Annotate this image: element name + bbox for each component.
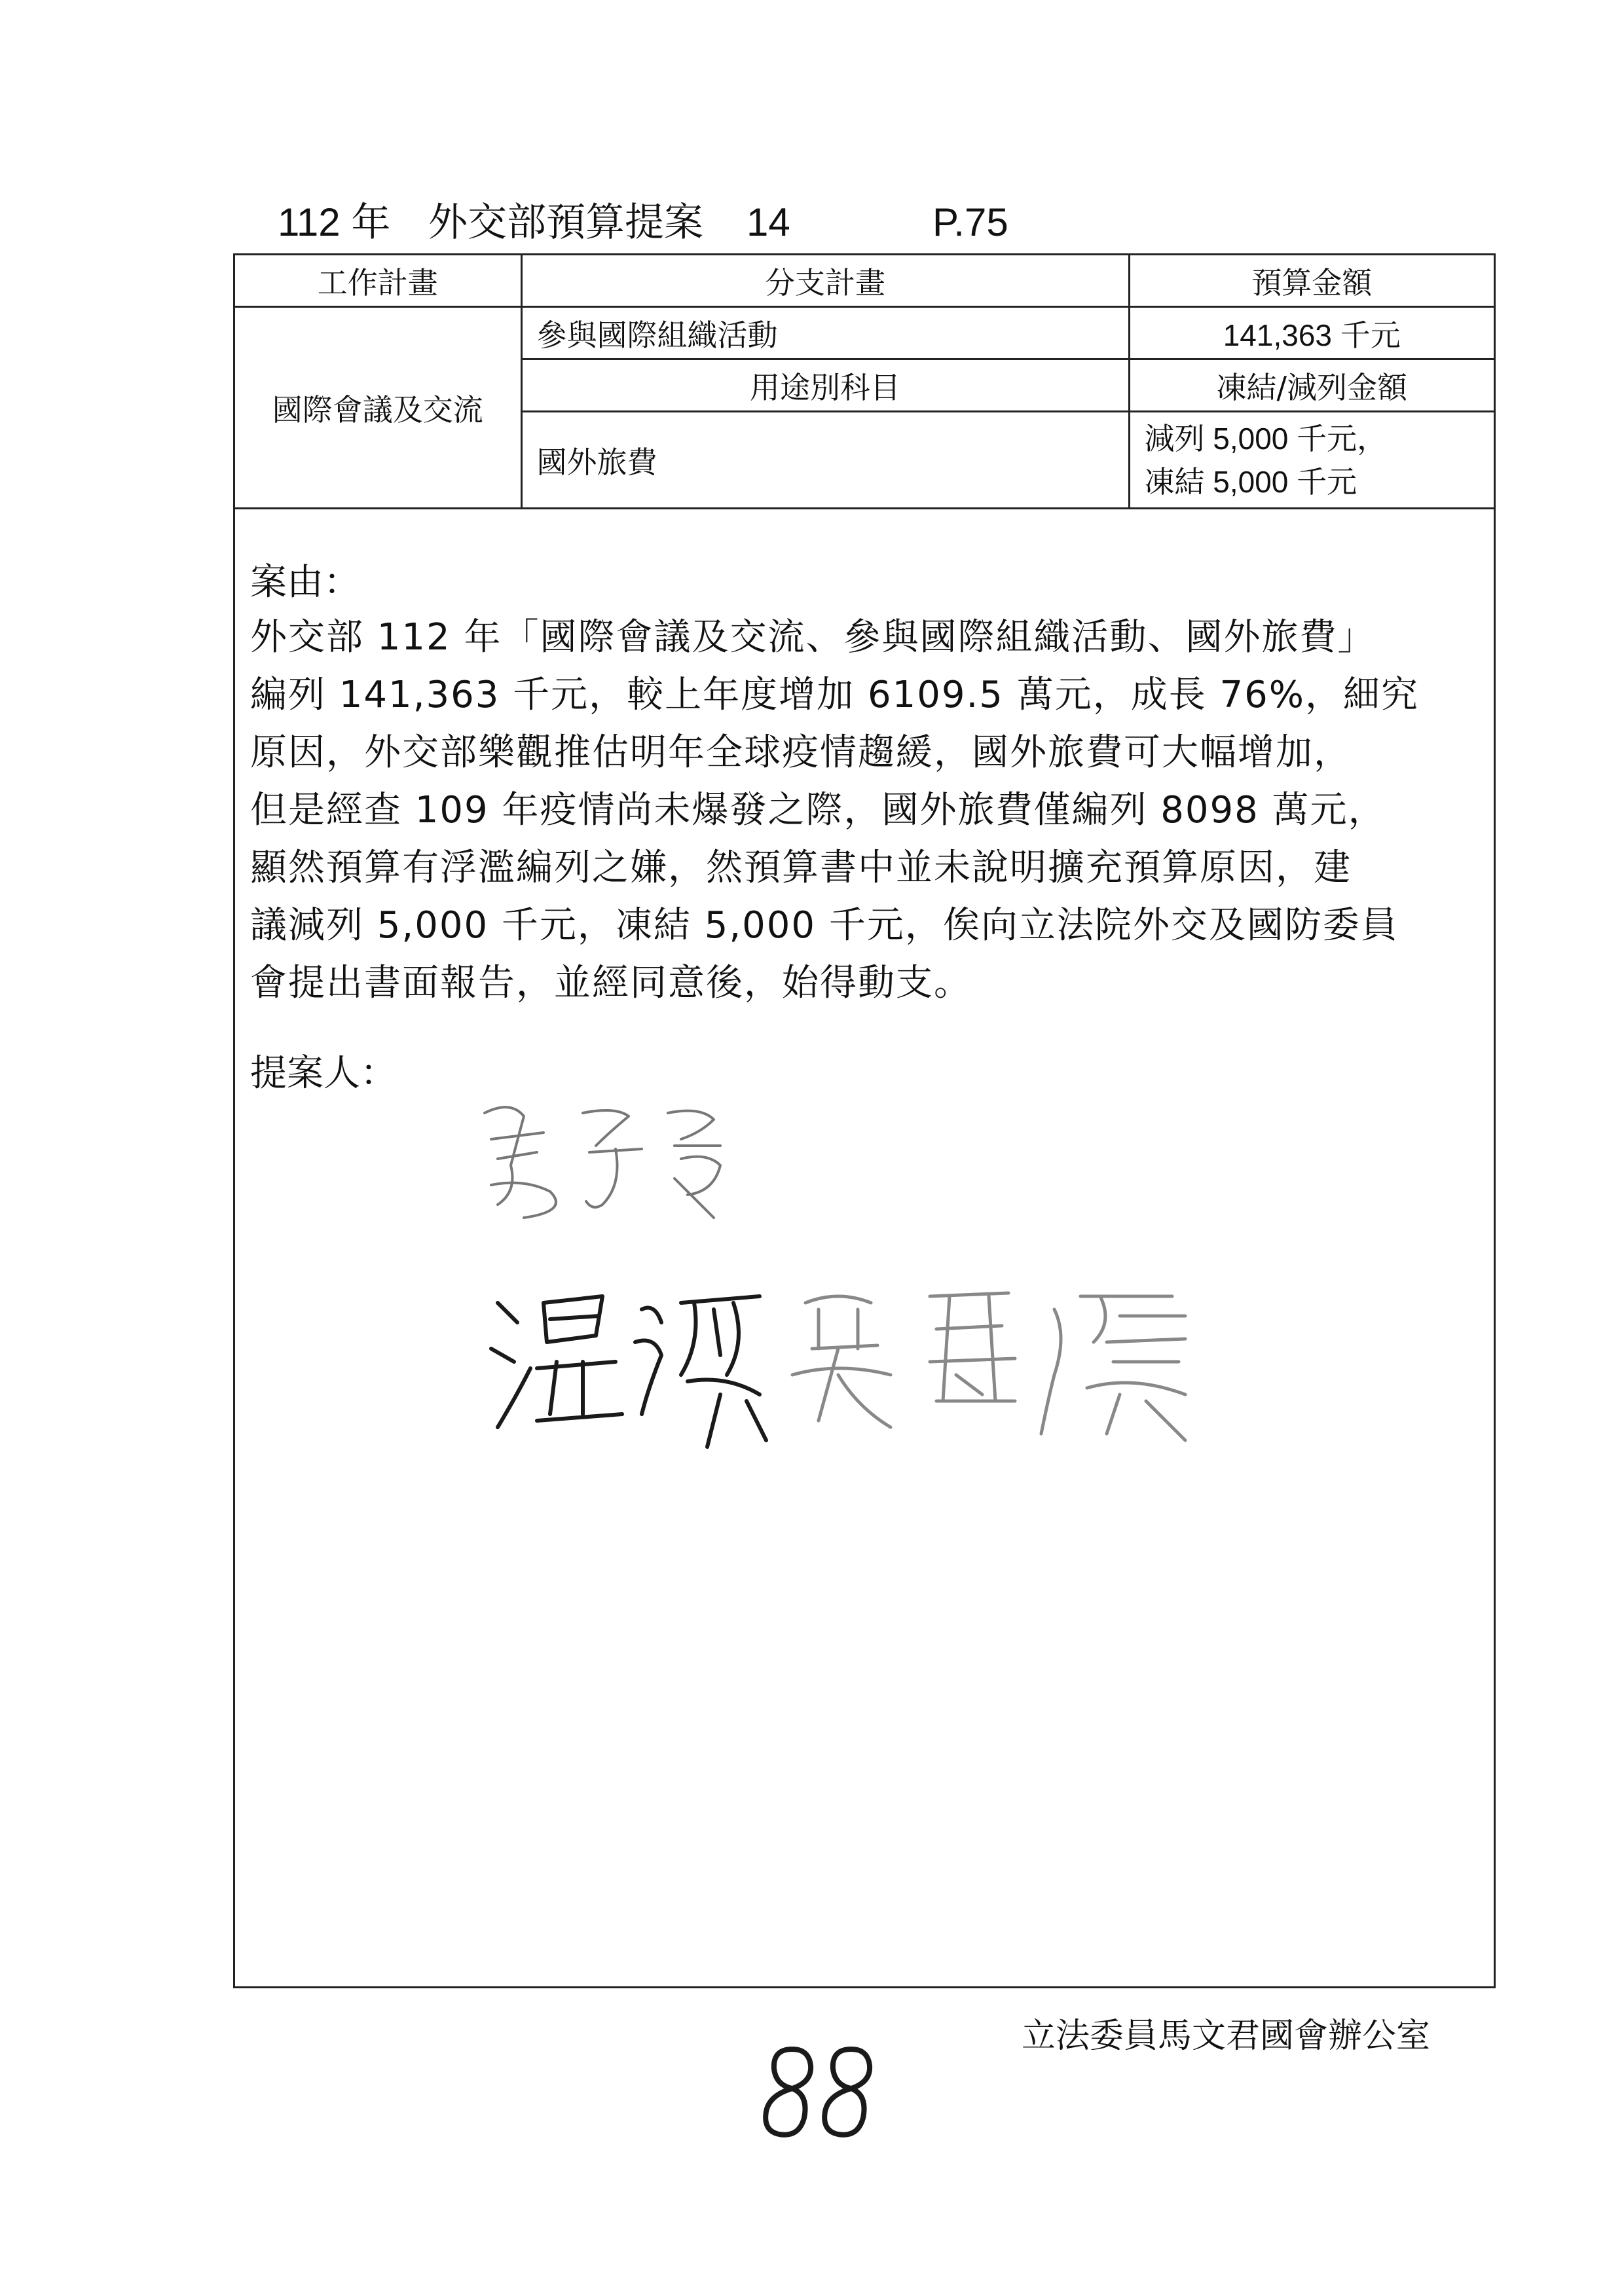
budget-table xyxy=(235,255,1494,509)
handwritten-page-number xyxy=(747,2036,877,2147)
reason-line: 原因，外交部樂觀推估明年全球疫情趨緩，國外旅費可大幅增加， xyxy=(250,731,1352,774)
col-header-branch-plan: 分支計畫 xyxy=(521,255,1129,307)
reason-line: 議減列 5,000 千元，凍結 5,000 千元，俟向立法院外交及國防委員 xyxy=(250,904,1399,947)
proposal-frame xyxy=(233,253,1496,1988)
freeze-amount: 凍結 5,000 千元 xyxy=(1144,464,1357,499)
col-header-work-plan: 工作計畫 xyxy=(235,255,521,307)
reason-body xyxy=(250,609,1481,1012)
col-header-purpose-item: 用途別科目 xyxy=(521,359,1129,412)
signature-2 xyxy=(485,1264,786,1460)
signature-3 xyxy=(779,1270,1211,1453)
footer-office: 立法委員馬文君國會辦公室 xyxy=(1022,2016,1431,2056)
page-number xyxy=(747,2036,877,2150)
col-header-freeze-cut: 凍結/減列金額 xyxy=(1129,359,1494,412)
signature-1 xyxy=(471,1087,747,1244)
cell-budget-amount: 141,363 千元 xyxy=(1129,307,1494,359)
cell-purpose-item: 國外旅費 xyxy=(521,412,1129,509)
cut-amount: 減列 5,000 千元， xyxy=(1144,421,1388,456)
reason-line: 編列 141,363 千元，較上年度增加 6109.5 萬元，成長 76%，細究 xyxy=(250,674,1419,716)
reason-line: 顯然預算有浮濫編列之嫌，然預算書中並未說明擴充預算原因，建 xyxy=(250,847,1352,889)
reason-line: 但是經查 109 年疫情尚未爆發之際，國外旅費僅編列 8098 萬元， xyxy=(250,789,1386,831)
reason-line: 外交部 112 年「國際會議及交流、參與國際組織活動、國外旅費」 xyxy=(250,616,1376,659)
reason-label: 案由： xyxy=(250,561,360,604)
header-page-ref: P.75 xyxy=(932,200,1008,244)
table-row xyxy=(235,307,1494,359)
cell-branch-plan: 參與國際組織活動 xyxy=(521,307,1129,359)
header-year: 112 年 xyxy=(278,200,391,244)
proposer-label: 提案人： xyxy=(250,1052,397,1095)
header-proposal-number: 14 xyxy=(747,200,790,244)
table-header-row xyxy=(235,255,1494,307)
cell-freeze-cut-amount xyxy=(1129,412,1494,509)
col-header-budget-amount: 預算金額 xyxy=(1129,255,1494,307)
cell-work-plan: 國際會議及交流 xyxy=(235,307,521,509)
reason-line: 會提出書面報告，並經同意後，始得動支。 xyxy=(250,962,972,1004)
header-agency-title: 外交部預算提案 xyxy=(428,200,703,246)
